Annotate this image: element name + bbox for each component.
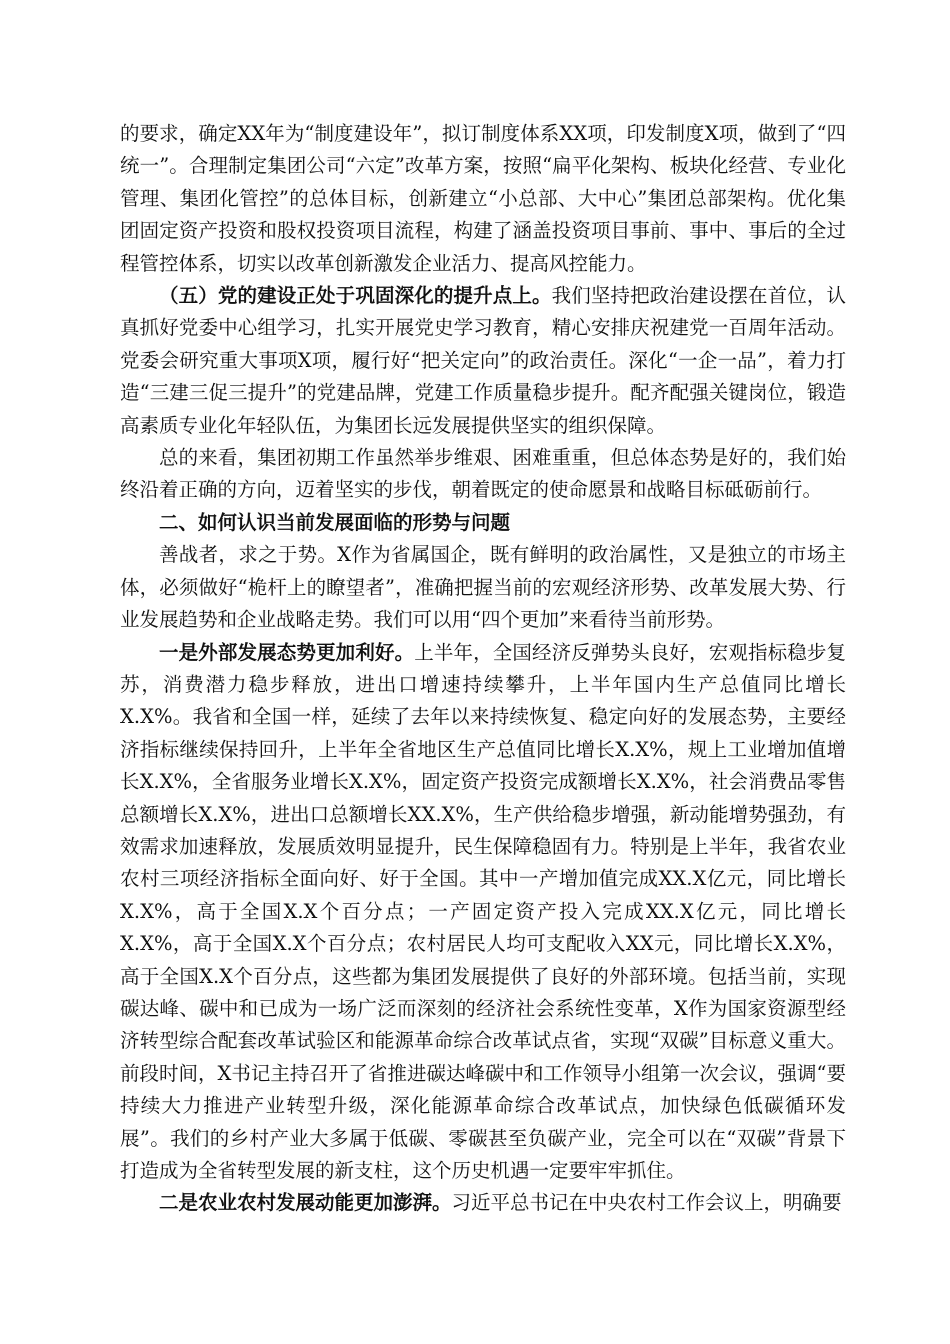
- section-heading: 二、如何认识当前发展面临的形势与问题: [159, 510, 511, 534]
- paragraph-text: 习近平总书记在中央农村工作会议上，明确要: [451, 1191, 842, 1215]
- paragraph-text: 我们坚持把政治建设摆在首位，认真抓好党委中心组学习，扎实开展党史学习教育，精心安排庆祝建党一百周年活动。党委会研究重大事项X项，履行好“把关定向”的政治责任。深化“一企一品”，着力打造“三建三促三提升”的党建品牌，党建工作质量稳步提升。配齐配强关键岗位，锻造高素质专业化年轻队伍，为集团长远发展提供坚实的组织保障。: [120, 284, 846, 437]
- paragraph-agriculture-momentum: [120, 1187, 846, 1219]
- paragraph-reform-continued: [120, 118, 846, 280]
- paragraph-lead: 二是农业农村发展动能更加澎湃。: [159, 1191, 452, 1215]
- paragraph-lead: 一是外部发展态势更加利好。: [159, 640, 415, 664]
- paragraph-text: 总的来看，集团初期工作虽然举步维艰、困难重重，但总体态势是好的，我们始终沿着正确的方向，迈着坚实的步伐，朝着既定的使命愿景和战略目标砥砺前行。: [120, 446, 846, 502]
- paragraph-summary: [120, 442, 846, 507]
- paragraph-external-situation: [120, 637, 846, 1188]
- paragraph-lead: （五）党的建设正处于巩固深化的提升点上。: [159, 284, 552, 308]
- paragraph-text: 的要求，确定XX年为“制度建设年”，拟订制度体系XX项，印发制度X项，做到了“四统一”。合理制定集团公司“六定”改革方案，按照“扁平化架构、板块化经营、专业化管理、集团化管控”的总体目标，创新建立“小总部、大中心”集团总部架构。优化集团固定资产投资和股权投资项目流程，构建了涵盖投资项目事前、事中、事后的全过程管控体系，切实以改革创新激发企业活力、提高风控能力。: [120, 122, 846, 275]
- document-page: [120, 118, 846, 1220]
- paragraph-text: 善战者，求之于势。X作为省属国企，既有鲜明的政治属性，又是独立的市场主体，必须做好“桅杆上的瞭望者”，准确把握当前的宏观经济形势、改革发展大势、行业发展趋势和企业战略走势。我们可以用“四个更加”来看待当前形势。: [120, 543, 846, 632]
- paragraph-situation-intro: [120, 539, 846, 636]
- paragraph-party-building: [120, 280, 846, 442]
- paragraph-text: 上半年，全国经济反弹势头良好，宏观指标稳步复苏，消费潜力稳步释放，进出口增速持续攀升，上半年国内生产总值同比增长X.X%。我省和全国一样，延续了去年以来持续恢复、稳定向好的发展态势，主要经济指标继续保持回升，上半年全省地区生产总值同比增长X.X%，规上工业增加值增长X.X%，全省服务业增长X.X%，固定资产投资完成额增长X.X%，社会消费品零售总额增长X.X%，进出口总额增长XX.X%，生产供给稳步增强，新动能增势强劲，有效需求加速释放，发展质效明显提升，民生保障稳固有力。特别是上半年，我省农业农村三项经济指标全面向好、好于全国。其中一产增加值完成XX.X亿元，同比增长X.X%，高于全国X.X个百分点；一产固定资产投入完成XX.X亿元，同比增长X.X%，高于全国X.X个百分点；农村居民人均可支配收入XX元，同比增长X.X%，高于全国X.X个百分点，这些都为集团发展提供了良好的外部环境。包括当前，实现碳达峰、碳中和已成为一场广泛而深刻的经济社会系统性变革，X作为国家资源型经济转型综合配套改革试验区和能源革命综合改革试点省，实现“双碳”目标意义重大。前段时间，X书记主持召开了省推进碳达峰碳中和工作领导小组第一次会议，强调“要持续大力推进产业转型升级，深化能源革命综合改革试点，加快绿色低碳循环发展”。我们的乡村产业大多属于低碳、零碳甚至负碳产业，完全可以在“双碳”背景下打造成为全省转型发展的新支柱，这个历史机遇一定要牢牢抓住。: [120, 640, 846, 1182]
